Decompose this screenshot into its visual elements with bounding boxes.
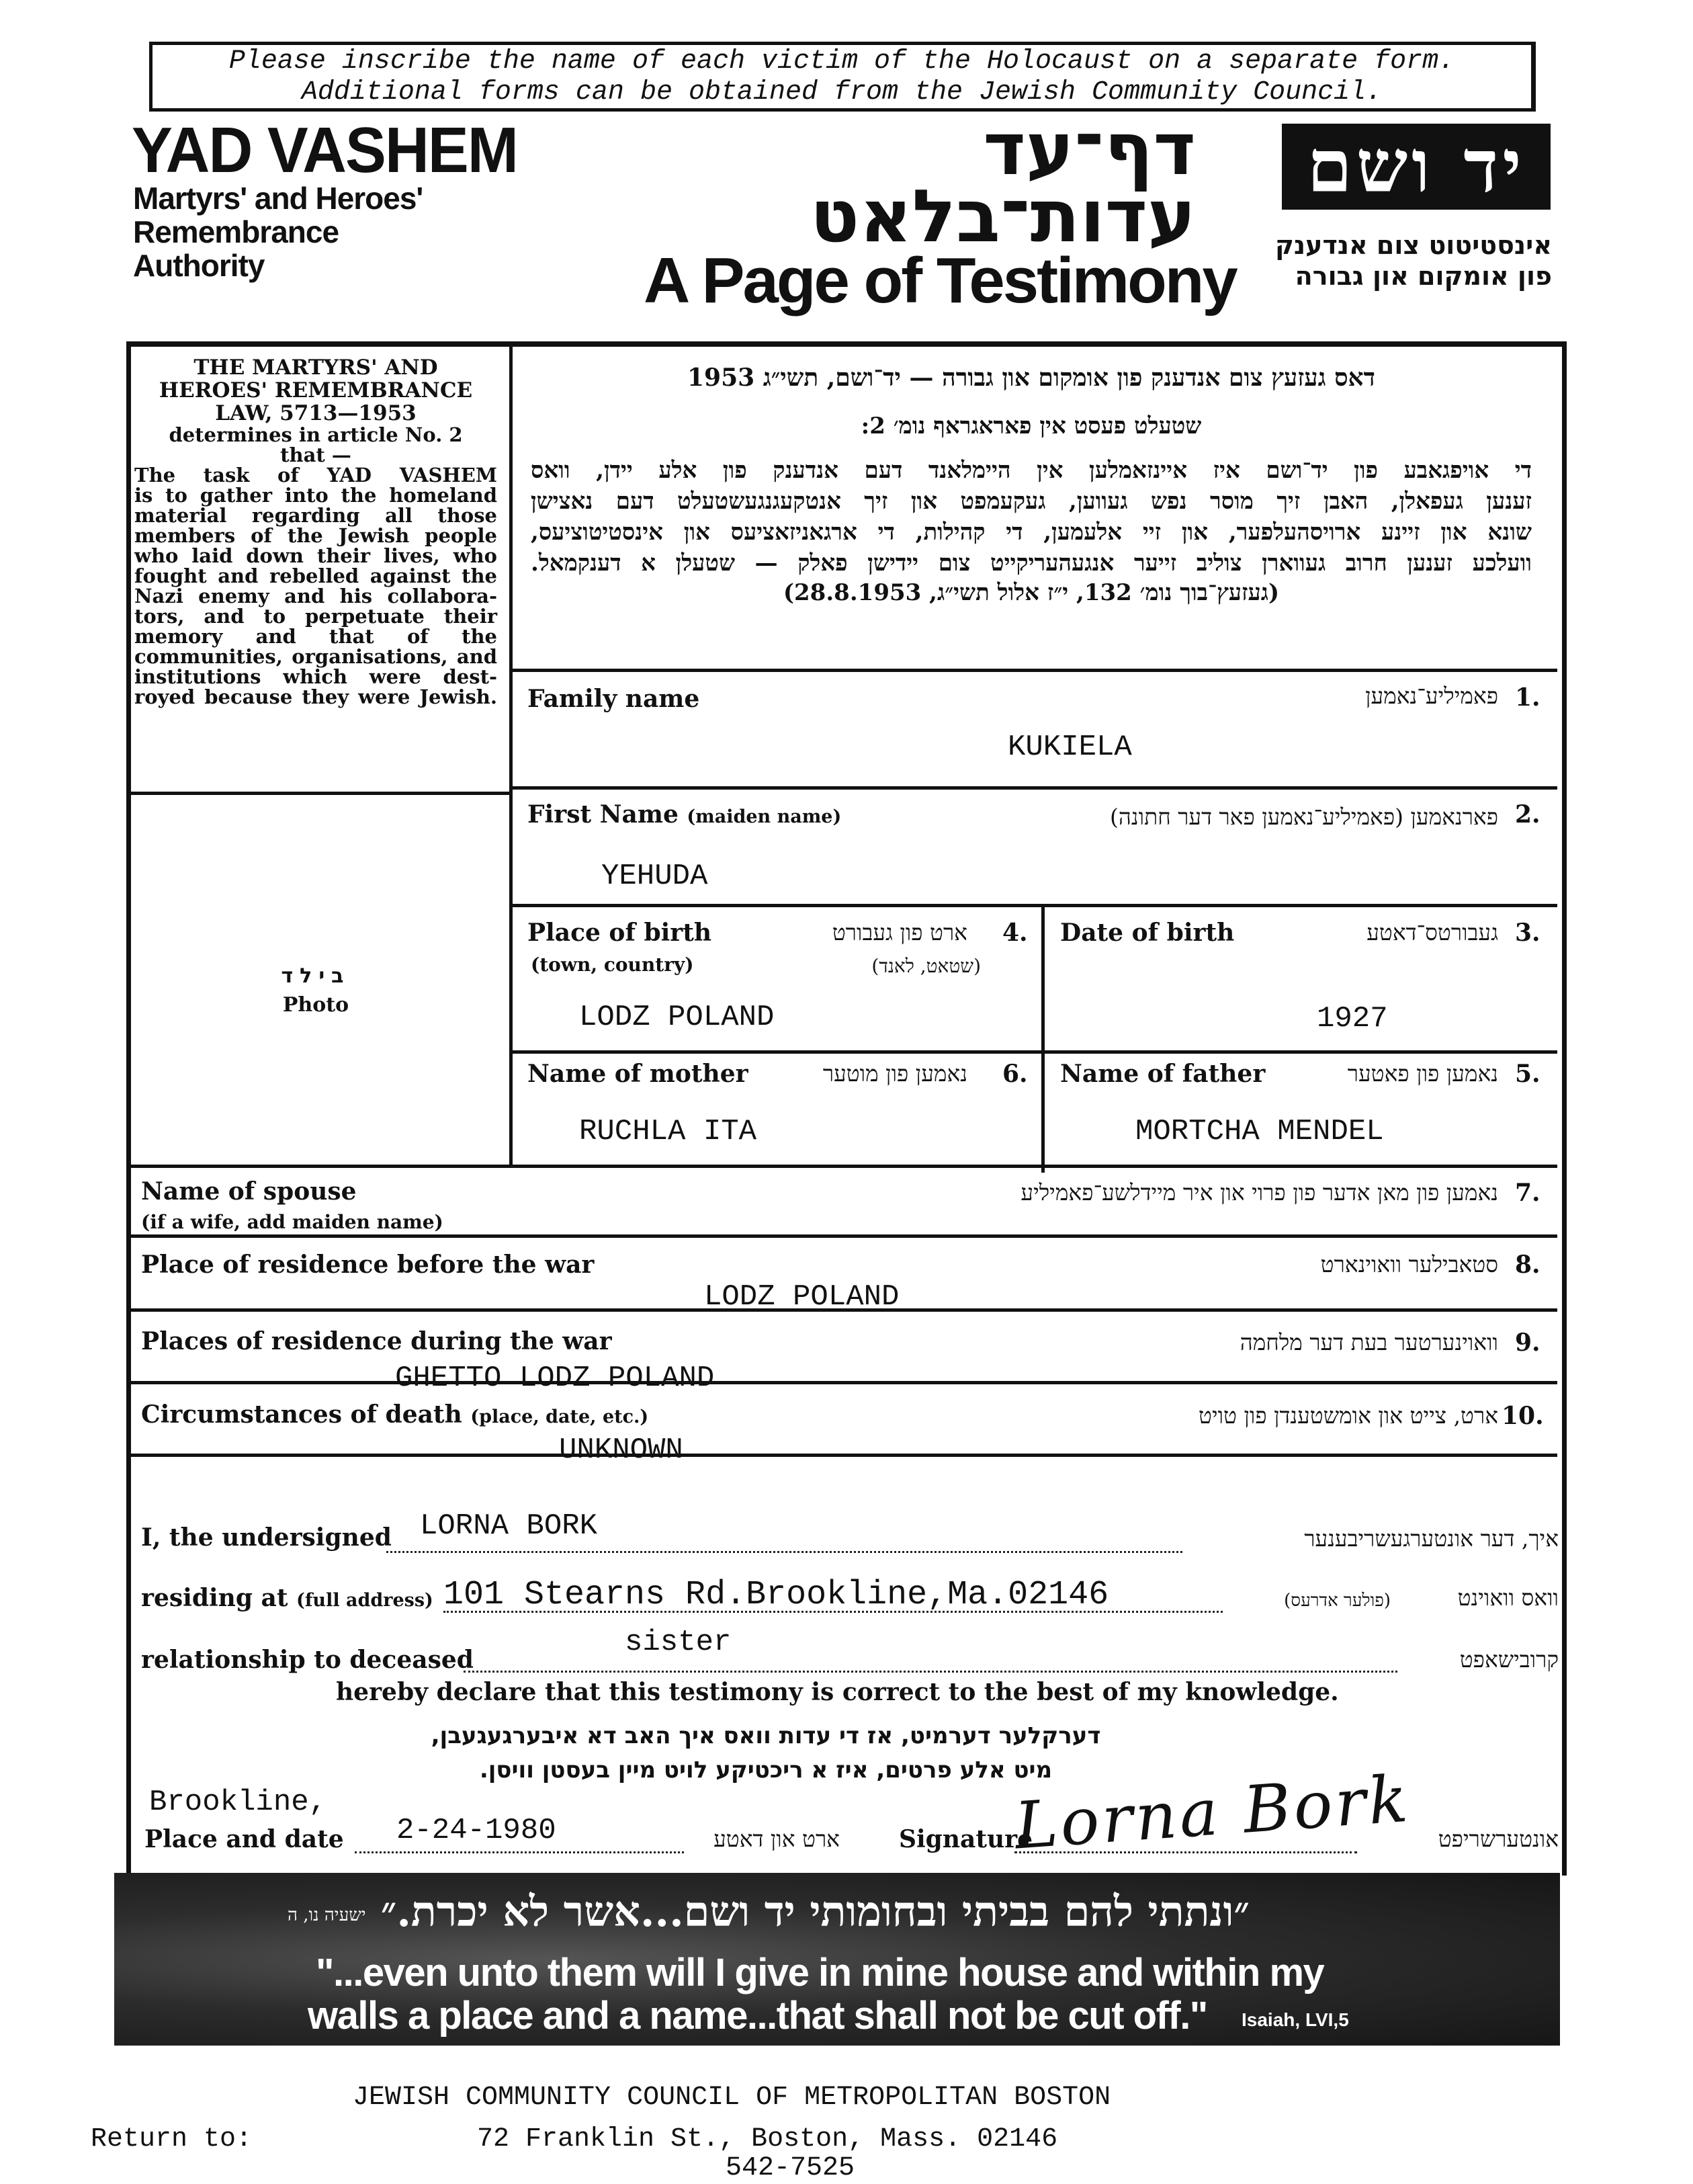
law-title-line: HEROES' REMEMBRANCE bbox=[159, 378, 473, 403]
undersigned-label: I, the undersigned bbox=[141, 1523, 392, 1552]
law-body-line: is to gather into the homeland bbox=[134, 484, 497, 507]
hebrew-declaration-2: מיט אלע פרטים, איז א ריכטיקע לויט מיין בעסטן וויסן. bbox=[479, 1757, 1053, 1783]
photo-label: Photo bbox=[282, 993, 349, 1017]
spouse-name-number: 7. bbox=[1515, 1179, 1540, 1207]
place-of-birth-label: Place of birth bbox=[527, 919, 712, 947]
place-of-birth-note: (town, country) bbox=[531, 954, 694, 976]
death-circumstances-label-note: (place, date, etc.) bbox=[470, 1406, 649, 1427]
death-circumstances-hebrew-label: ארט, צייט און אומשטענדן פון טויט bbox=[1199, 1402, 1498, 1429]
mother-name-hebrew-label: נאמען פון מוטער bbox=[822, 1060, 967, 1087]
residence-before-hebrew-label: סטאבילער וואוינארט bbox=[1320, 1251, 1498, 1277]
place-date-hebrew-label: ארט און דאטע bbox=[713, 1826, 840, 1852]
law-title-line: LAW, 5713—1953 bbox=[215, 401, 417, 425]
date-of-birth-label: Date of birth bbox=[1060, 919, 1235, 947]
org-subtitle-line: Authority bbox=[133, 248, 265, 283]
law-body-line: royed because they were Jewish. bbox=[134, 685, 497, 708]
family-name-value[interactable]: KUKIELA bbox=[1008, 730, 1132, 764]
row-border bbox=[131, 1234, 1557, 1238]
mother-name-value[interactable]: RUCHLA ITA bbox=[579, 1115, 757, 1148]
hebrew-intro-line: די אויפגאבע פון יד־ושם איז איינזאמלען אין היימלאנד דעם אנדענק פון אלע יידן, וואס bbox=[531, 457, 1532, 484]
death-circumstances-value[interactable]: UNKNOWN bbox=[559, 1433, 683, 1467]
law-body-line: members of the Jewish people bbox=[134, 524, 497, 547]
first-name-number: 2. bbox=[1515, 800, 1540, 829]
yad-vashem-logo bbox=[1282, 124, 1551, 210]
row-border bbox=[131, 1454, 1557, 1457]
signature-underline bbox=[1014, 1851, 1357, 1853]
row-border bbox=[511, 1050, 1557, 1054]
hebrew-intro-line: זענען געפאלן, האבן זיך מוסר נפש געווען, געקעמפט און זיך אנטקעגנגעשטעלט דעם נאצישן bbox=[531, 488, 1532, 515]
date-value[interactable]: 2-24-1980 bbox=[396, 1814, 556, 1847]
declaration-statement: hereby declare that this testimony is correct to the best of my knowledge. bbox=[336, 1678, 1339, 1706]
row-border bbox=[131, 1165, 1557, 1168]
law-title-line: that — bbox=[280, 444, 351, 466]
banner-english-citation: Isaiah, LVI,5 bbox=[1242, 2009, 1349, 2030]
banner-hebrew-quote: ״ונתתי להם בביתי ובחומותי יד ושם...אשר לא יכרת.״ bbox=[380, 1887, 1250, 1936]
instruction-box bbox=[149, 42, 1536, 112]
death-circumstances-label bbox=[141, 1401, 648, 1431]
undersigned-underline bbox=[386, 1551, 1182, 1553]
residence-before-label: Place of residence before the war bbox=[141, 1251, 595, 1279]
family-name-hebrew-label: פאמיליע־נאמען bbox=[1365, 683, 1498, 709]
hebrew-title-1: דף־עד bbox=[983, 108, 1196, 192]
first-name-label bbox=[527, 801, 841, 831]
date-of-birth-hebrew-label: געבורטס־דאטע bbox=[1366, 919, 1498, 946]
banner-english-line-2: walls a place and a name...that shall not be cut off." bbox=[308, 1994, 1207, 2038]
residence-before-number: 8. bbox=[1515, 1251, 1540, 1279]
cell-divider bbox=[1041, 907, 1045, 1173]
place-of-birth-hebrew-label: ארט פון געבורט bbox=[832, 919, 967, 946]
row-border bbox=[511, 786, 1557, 790]
address-label-note: (full address) bbox=[296, 1590, 433, 1611]
address-label-text: residing at bbox=[141, 1584, 288, 1612]
first-name-hebrew-label: פארנאמען (פאמיליע־נאמען פאר דער חתונה) bbox=[1110, 804, 1498, 830]
father-name-number: 5. bbox=[1515, 1060, 1540, 1088]
law-title-line: THE MARTYRS' AND bbox=[193, 355, 438, 380]
spouse-name-hebrew-label: נאמען פון מאן אדער פון פרוי און איר מיידלשע־פאמיליע bbox=[1021, 1179, 1498, 1206]
date-underline bbox=[355, 1851, 684, 1853]
residence-during-label: Places of residence during the war bbox=[141, 1327, 612, 1355]
row-border bbox=[131, 1381, 1557, 1384]
hebrew-intro-title: דאס געזעץ צום אנדענק פון אומקום און גבורה — יד־ושם, תשי״ג 1953 bbox=[687, 364, 1375, 392]
row-border bbox=[511, 669, 1557, 672]
law-body-line: who laid down their lives, who bbox=[134, 544, 497, 567]
hebrew-title-2: עדות־בלאט bbox=[810, 175, 1196, 259]
org-subtitle-line: Martyrs' and Heroes' bbox=[133, 181, 423, 216]
footer-address: 72 Franklin St., Boston, Mass. 02146 bbox=[477, 2124, 1058, 2154]
undersigned-value[interactable]: LORNA BORK bbox=[420, 1509, 598, 1543]
org-name: YAD VASHEM bbox=[132, 114, 517, 186]
law-body-line: tors, and to perpetuate their bbox=[134, 605, 497, 628]
address-value[interactable]: 101 Stearns Rd.Brookline,Ma.02146 bbox=[443, 1576, 1109, 1614]
footer-phone: 542-7525 bbox=[726, 2153, 855, 2183]
law-text-box bbox=[134, 356, 497, 707]
address-hebrew-label: וואס וואוינט bbox=[1457, 1585, 1559, 1611]
relationship-underline bbox=[464, 1671, 1397, 1673]
column-divider bbox=[509, 347, 513, 1168]
banner-hebrew-citation: ישעיה נו, ה bbox=[288, 1905, 366, 1925]
first-name-label-text: First Name bbox=[527, 800, 679, 829]
first-name-value[interactable]: YEHUDA bbox=[601, 859, 708, 893]
photo-hebrew-label: בילד bbox=[281, 964, 351, 988]
date-of-birth-number: 3. bbox=[1515, 919, 1540, 947]
spouse-name-label: Name of spouse bbox=[141, 1177, 357, 1206]
hebrew-declaration-1: דערקלער דערמיט, אז די עדות וואס איך האב דא איבערגעגעבן, bbox=[431, 1722, 1101, 1749]
spouse-name-note: (if a wife, add maiden name) bbox=[141, 1211, 443, 1233]
logo-subtitle-2: פון אומקום און גבורה bbox=[1295, 261, 1552, 291]
signature-hebrew-label: אונטערשריפט bbox=[1438, 1826, 1559, 1852]
logo-text: יד ושם bbox=[1307, 124, 1526, 209]
first-name-label-note: (maiden name) bbox=[687, 806, 842, 827]
place-date-label: Place and date bbox=[144, 1825, 344, 1853]
footer-return-label: Return to: bbox=[91, 2124, 253, 2154]
hebrew-intro-line: וועלכע זענען חרוב געווארן צוליב זייער אנגעהעריקייט צום יידישן פאלק — שטעלן א דענקמאל. bbox=[531, 550, 1532, 577]
law-body-line: The task of YAD VASHEM bbox=[134, 464, 497, 487]
page-title: A Page of Testimony bbox=[644, 245, 1236, 317]
relationship-value[interactable]: sister bbox=[625, 1626, 732, 1659]
place-value[interactable]: Brookline, bbox=[149, 1786, 327, 1819]
law-body-line: material regarding all those bbox=[134, 504, 497, 527]
residence-during-hebrew-label: וואוינערטער בעת דער מלחמה bbox=[1240, 1329, 1498, 1355]
row-border bbox=[511, 904, 1557, 907]
instruction-line-2: Additional forms can be obtained from the Jewish Community Council. bbox=[301, 77, 1383, 108]
mother-name-label: Name of mother bbox=[527, 1060, 748, 1088]
signature-label: Signature bbox=[899, 1825, 1033, 1853]
residence-during-value[interactable]: GHETTO LODZ POLAND bbox=[395, 1361, 715, 1395]
hebrew-law-intro bbox=[531, 363, 1532, 605]
footer-org: JEWISH COMMUNITY COUNCIL OF METROPOLITAN BOSTON bbox=[353, 2083, 1111, 2113]
banner-english-line-1: "...even unto them will I give in mine house and within my bbox=[316, 1951, 1324, 1994]
place-of-birth-hebrew-note: (שטאט, לאנד) bbox=[871, 955, 981, 977]
relationship-hebrew-label: קרובישאפט bbox=[1459, 1646, 1559, 1673]
death-circumstances-number: 10. bbox=[1502, 1402, 1544, 1430]
law-body-line: memory and that of the bbox=[134, 625, 497, 648]
hebrew-intro-citation: (געזעץ־בוך נומ׳ 132, י״ז אלול תשי״ג, 28.8.1953) bbox=[783, 579, 1280, 606]
relationship-label: relationship to deceased bbox=[141, 1646, 474, 1674]
photo-box-border bbox=[131, 792, 511, 795]
address-underline bbox=[443, 1611, 1223, 1613]
law-body-line: institutions which were dest- bbox=[134, 665, 497, 688]
father-name-hebrew-label: נאמען פון פאטער bbox=[1347, 1060, 1498, 1087]
place-of-birth-value[interactable]: LODZ POLAND bbox=[579, 1001, 775, 1034]
mother-name-number: 6. bbox=[1002, 1060, 1028, 1088]
family-name-number: 1. bbox=[1515, 683, 1540, 712]
org-subtitle bbox=[133, 181, 423, 282]
father-name-label: Name of father bbox=[1060, 1060, 1266, 1088]
org-subtitle-line: Remembrance bbox=[133, 214, 339, 249]
logo-subtitle-1: אינסטיטוט צום אנדענק bbox=[1274, 230, 1552, 260]
instruction-line-1: Please inscribe the name of each victim of the Holocaust on a separate form. bbox=[228, 46, 1455, 77]
date-of-birth-value[interactable]: 1927 bbox=[1317, 1002, 1388, 1036]
hebrew-intro-line: שונא און זיינע ארויסהעלפער, און זיי אלעמען, די קהילות, די ארגאניזאציעס און אינסטיטוציעס, bbox=[531, 519, 1532, 546]
father-name-value[interactable]: MORTCHA MENDEL bbox=[1135, 1115, 1384, 1148]
family-name-label: Family name bbox=[527, 685, 700, 713]
hebrew-intro-subtitle: שטעלט פעסט אין פאראגראף נומ׳ 2: bbox=[861, 413, 1202, 439]
law-body-line: communities, organisations, and bbox=[134, 645, 497, 668]
undersigned-hebrew-label: איך, דער אונטערגעשריבענער bbox=[1304, 1525, 1559, 1552]
residence-during-number: 9. bbox=[1515, 1329, 1540, 1357]
address-hebrew-note: (פולער אדרעס) bbox=[1284, 1591, 1391, 1611]
signature-value[interactable]: Lorna Bork bbox=[1012, 1761, 1413, 1864]
law-title-line: determines in article No. 2 bbox=[169, 423, 463, 446]
law-body-line: Nazi enemy and his collabora- bbox=[134, 585, 497, 607]
death-circumstances-label-text: Circumstances of death bbox=[141, 1400, 462, 1429]
residence-before-value[interactable]: LODZ POLAND bbox=[704, 1280, 900, 1314]
law-body-line: fought and rebelled against the bbox=[134, 564, 497, 587]
place-of-birth-number: 4. bbox=[1002, 919, 1028, 947]
address-label bbox=[141, 1585, 433, 1614]
